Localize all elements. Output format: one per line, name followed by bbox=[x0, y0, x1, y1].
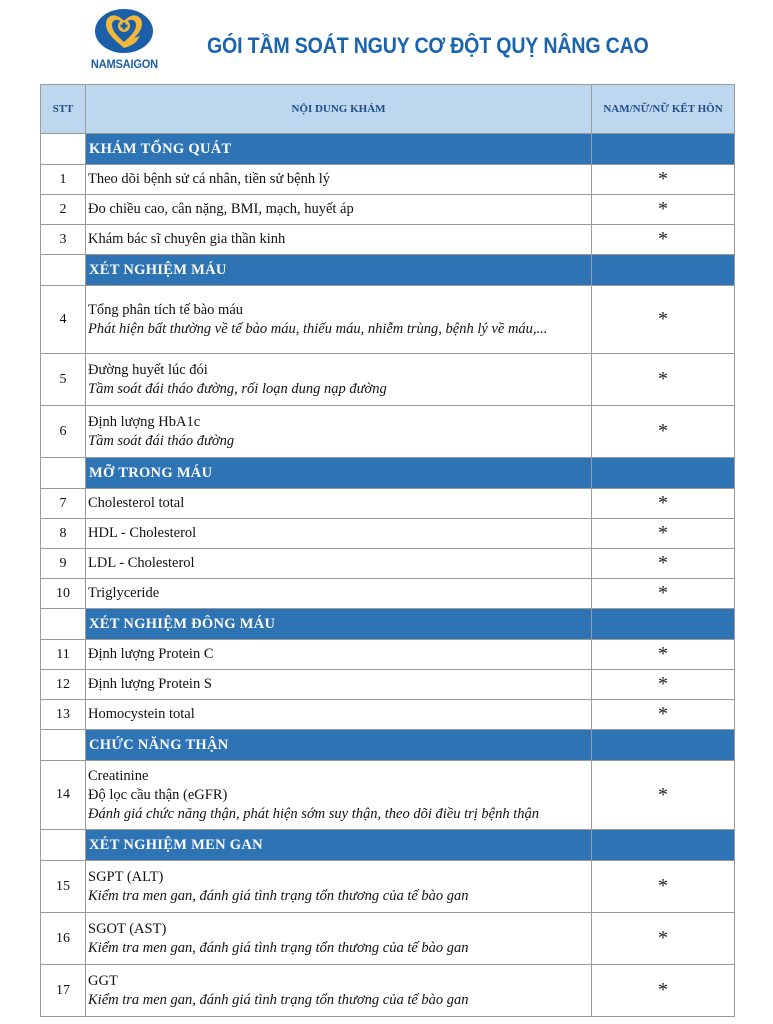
item-stt: 1 bbox=[41, 165, 86, 195]
table-row bbox=[41, 489, 735, 519]
section-title-cell bbox=[86, 730, 592, 761]
heart-cross-icon bbox=[94, 8, 154, 54]
section-mark-cell bbox=[592, 830, 735, 861]
item-description: Kiểm tra men gan, đánh giá tình trạng tổn thương của tế bào gan bbox=[88, 939, 469, 956]
section-row bbox=[41, 255, 735, 286]
section-title-cell bbox=[86, 609, 592, 640]
item-stt: 14 bbox=[41, 761, 86, 830]
included-mark: * bbox=[592, 195, 735, 225]
table-header bbox=[41, 85, 735, 134]
brand-name: NAMSAIGON bbox=[90, 57, 158, 71]
included-mark: * bbox=[592, 965, 735, 1017]
item-content bbox=[86, 549, 592, 579]
item-stt: 9 bbox=[41, 549, 86, 579]
item-stt: 10 bbox=[41, 579, 86, 609]
table-row bbox=[41, 165, 735, 195]
item-name: Creatinine bbox=[88, 767, 149, 784]
item-stt: 5 bbox=[41, 354, 86, 406]
section-title: XÉT NGHIỆM MEN GAN bbox=[89, 837, 263, 853]
item-stt: 13 bbox=[41, 700, 86, 730]
section-stt-cell bbox=[41, 134, 86, 165]
item-description: Tầm soát đái tháo đường, rối loạn dung nạp đường bbox=[88, 380, 387, 397]
table-row bbox=[41, 549, 735, 579]
item-stt: 12 bbox=[41, 670, 86, 700]
item-stt: 8 bbox=[41, 519, 86, 549]
item-content bbox=[86, 913, 592, 965]
section-mark-cell bbox=[592, 458, 735, 489]
item-name: GGT bbox=[88, 972, 118, 989]
included-mark: * bbox=[592, 225, 735, 255]
item-description: Kiểm tra men gan, đánh giá tình trạng tổn thương của tế bào gan bbox=[88, 991, 469, 1008]
item-content bbox=[86, 286, 592, 354]
header-gender: NAM/NỮ/NỮ KẾT HÔN bbox=[592, 85, 735, 134]
item-name: Khám bác sĩ chuyên gia thần kinh bbox=[88, 231, 286, 247]
included-mark: * bbox=[592, 165, 735, 195]
included-mark: * bbox=[592, 354, 735, 406]
item-content bbox=[86, 165, 592, 195]
item-stt: 11 bbox=[41, 640, 86, 670]
exam-table bbox=[40, 84, 735, 1017]
item-stt: 7 bbox=[41, 489, 86, 519]
section-title: KHÁM TỔNG QUÁT bbox=[89, 141, 232, 157]
item-name: Định lượng Protein C bbox=[88, 646, 214, 662]
item-content bbox=[86, 195, 592, 225]
included-mark: * bbox=[592, 406, 735, 458]
table-row bbox=[41, 965, 735, 1017]
section-stt-cell bbox=[41, 830, 86, 861]
section-title-cell bbox=[86, 458, 592, 489]
table-row bbox=[41, 225, 735, 255]
section-title-cell bbox=[86, 255, 592, 286]
item-content bbox=[86, 700, 592, 730]
section-stt-cell bbox=[41, 255, 86, 286]
included-mark: * bbox=[592, 489, 735, 519]
item-content bbox=[86, 579, 592, 609]
section-mark-cell bbox=[592, 609, 735, 640]
section-row bbox=[41, 458, 735, 489]
table-row bbox=[41, 913, 735, 965]
section-mark-cell bbox=[592, 730, 735, 761]
table-row bbox=[41, 286, 735, 354]
logo bbox=[84, 8, 164, 76]
item-name: Cholesterol total bbox=[88, 495, 185, 511]
item-description: Đánh giá chức năng thận, phát hiện sớm suy thận, theo dõi điều trị bệnh thận bbox=[88, 805, 540, 822]
item-content bbox=[86, 519, 592, 549]
item-stt: 17 bbox=[41, 965, 86, 1017]
header-stt: STT bbox=[41, 85, 86, 134]
included-mark: * bbox=[592, 549, 735, 579]
section-title: CHỨC NĂNG THẬN bbox=[89, 737, 229, 753]
header-content: NỘI DUNG KHÁM bbox=[86, 85, 592, 134]
section-mark-cell bbox=[592, 255, 735, 286]
item-name: Theo dõi bệnh sử cá nhân, tiền sử bệnh lý bbox=[88, 171, 331, 187]
item-stt: 2 bbox=[41, 195, 86, 225]
included-mark: * bbox=[592, 640, 735, 670]
item-name: Đường huyết lúc đói bbox=[88, 361, 208, 378]
item-name: SGOT (AST) bbox=[88, 920, 167, 937]
item-stt: 6 bbox=[41, 406, 86, 458]
section-stt-cell bbox=[41, 458, 86, 489]
item-name: LDL - Cholesterol bbox=[88, 555, 195, 571]
item-content bbox=[86, 406, 592, 458]
included-mark: * bbox=[592, 670, 735, 700]
item-content bbox=[86, 640, 592, 670]
section-row bbox=[41, 830, 735, 861]
item-content bbox=[86, 965, 592, 1017]
table-row bbox=[41, 195, 735, 225]
table-row bbox=[41, 861, 735, 913]
item-content bbox=[86, 225, 592, 255]
included-mark: * bbox=[592, 700, 735, 730]
included-mark: * bbox=[592, 579, 735, 609]
included-mark: * bbox=[592, 913, 735, 965]
item-description: Tầm soát đái tháo đường bbox=[88, 432, 235, 449]
included-mark: * bbox=[592, 286, 735, 354]
section-title: XÉT NGHIỆM MÁU bbox=[89, 262, 227, 278]
item-stt: 16 bbox=[41, 913, 86, 965]
section-title-cell bbox=[86, 134, 592, 165]
table-row bbox=[41, 579, 735, 609]
item-name: Homocystein total bbox=[88, 706, 195, 722]
section-mark-cell bbox=[592, 134, 735, 165]
table-row bbox=[41, 700, 735, 730]
item-name-2: Độ lọc cầu thận (eGFR) bbox=[88, 786, 228, 803]
item-name: Đo chiều cao, cân nặng, BMI, mạch, huyết áp bbox=[88, 201, 354, 217]
table-row bbox=[41, 640, 735, 670]
item-name: Định lượng Protein S bbox=[88, 676, 212, 692]
item-description: Phát hiện bất thường về tế bào máu, thiếu máu, nhiễm trùng, bệnh lý về máu,... bbox=[88, 320, 548, 337]
included-mark: * bbox=[592, 861, 735, 913]
page-title: GÓI TẦM SOÁT NGUY CƠ ĐỘT QUỴ NÂNG CAO bbox=[207, 33, 649, 58]
section-row bbox=[41, 609, 735, 640]
item-stt: 15 bbox=[41, 861, 86, 913]
item-stt: 3 bbox=[41, 225, 86, 255]
item-content bbox=[86, 670, 592, 700]
table-row bbox=[41, 670, 735, 700]
section-stt-cell bbox=[41, 730, 86, 761]
section-row bbox=[41, 134, 735, 165]
table-row bbox=[41, 761, 735, 830]
section-title-cell bbox=[86, 830, 592, 861]
included-mark: * bbox=[592, 761, 735, 830]
included-mark: * bbox=[592, 519, 735, 549]
item-stt: 4 bbox=[41, 286, 86, 354]
item-content bbox=[86, 761, 592, 830]
section-row bbox=[41, 730, 735, 761]
table-row bbox=[41, 354, 735, 406]
section-title: XÉT NGHIỆM ĐÔNG MÁU bbox=[89, 616, 276, 632]
item-content bbox=[86, 354, 592, 406]
item-content bbox=[86, 489, 592, 519]
item-name: Triglyceride bbox=[88, 585, 160, 601]
item-name: Định lượng HbA1c bbox=[88, 413, 201, 430]
section-title: MỠ TRONG MÁU bbox=[89, 465, 213, 481]
item-name: SGPT (ALT) bbox=[88, 868, 164, 885]
item-description: Kiểm tra men gan, đánh giá tình trạng tổn thương của tế bào gan bbox=[88, 887, 469, 904]
item-content bbox=[86, 861, 592, 913]
section-stt-cell bbox=[41, 609, 86, 640]
item-name: HDL - Cholesterol bbox=[88, 525, 197, 541]
table-row bbox=[41, 406, 735, 458]
table-row bbox=[41, 519, 735, 549]
item-name: Tổng phân tích tế bào máu bbox=[88, 301, 244, 318]
